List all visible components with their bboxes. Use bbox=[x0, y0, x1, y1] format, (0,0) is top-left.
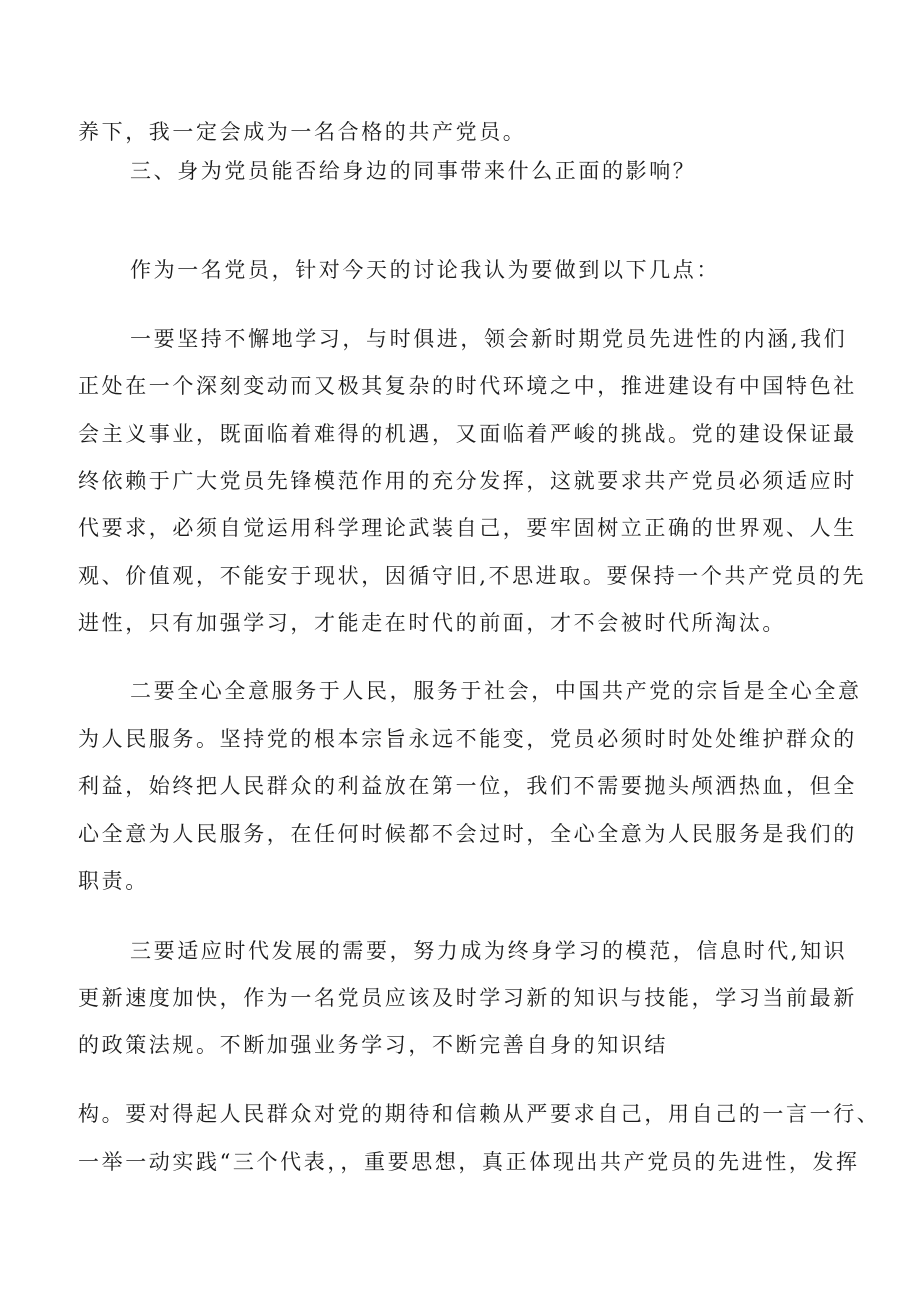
text-line: 为人民服务。坚持党的根本宗旨永远不能变，党员必须时时处处维护群众的 bbox=[78, 727, 857, 751]
text-line: 心全意为人民服务，在任何时候都不会过时，全心全意为人民服务是我们的 bbox=[78, 822, 857, 846]
text-line: 一举一动实践“三个代表，，重要思想，真正体现出共产党员的先进性，发挥 bbox=[78, 1150, 860, 1174]
text-line: 进性，只有加强学习，才能走在时代的前面，才不会被时代所淘汰。 bbox=[78, 611, 786, 635]
text-line: 二要全心全意服务于人民，服务于社会，中国共产党的宗旨是全心全意 bbox=[130, 679, 862, 703]
text-line: 会主义事业，既面临着难得的机遇，又面临着严峻的挑战。党的建设保证最 bbox=[78, 422, 857, 446]
text-line: 更新速度加快，作为一名党员应该及时学习新的知识与技能，学习当前最新 bbox=[78, 986, 857, 1010]
text-line: 构。要对得起人民群众对党的期待和信赖从严要求自己，用自己的一言一行、 bbox=[78, 1102, 881, 1126]
text-line: 观、价值观，不能安于现状，因循守旧,不思进取。要保持一个共产党员的先 bbox=[78, 564, 867, 588]
text-line: 养下，我一定会成为一名合格的共产党员。 bbox=[78, 120, 527, 144]
text-line: 终依赖于广大党员先锋模范作用的充分发挥，这就要求共产党员必须适应时 bbox=[78, 469, 857, 493]
text-line: 一要坚持不懈地学习，与时俱进，领会新时期党员先进性的内涵,我们 bbox=[130, 327, 848, 351]
section-heading: 三、身为党员能否给身边的同事带来什么正面的影响？ bbox=[130, 159, 697, 183]
text-line: 职责。 bbox=[78, 869, 149, 893]
text-line: 作为一名党员，针对今天的讨论我认为要做到以下几点： bbox=[130, 258, 720, 282]
text-line: 的政策法规。不断加强业务学习，不断完善自身的知识结 bbox=[78, 1033, 668, 1057]
text-line: 利益，始终把人民群众的利益放在第一位，我们不需要抛头颅洒热血，但全 bbox=[78, 774, 857, 798]
text-line: 正处在一个深刻变动而又极其复杂的时代环境之中，推进建设有中国特色社 bbox=[78, 374, 857, 398]
text-line: 三要适应时代发展的需要，努力成为终身学习的模范，信息时代,知识 bbox=[130, 939, 848, 963]
text-line: 代要求，必须自觉运用科学理论武装自己，要牢固树立正确的世界观、人生 bbox=[78, 516, 857, 540]
